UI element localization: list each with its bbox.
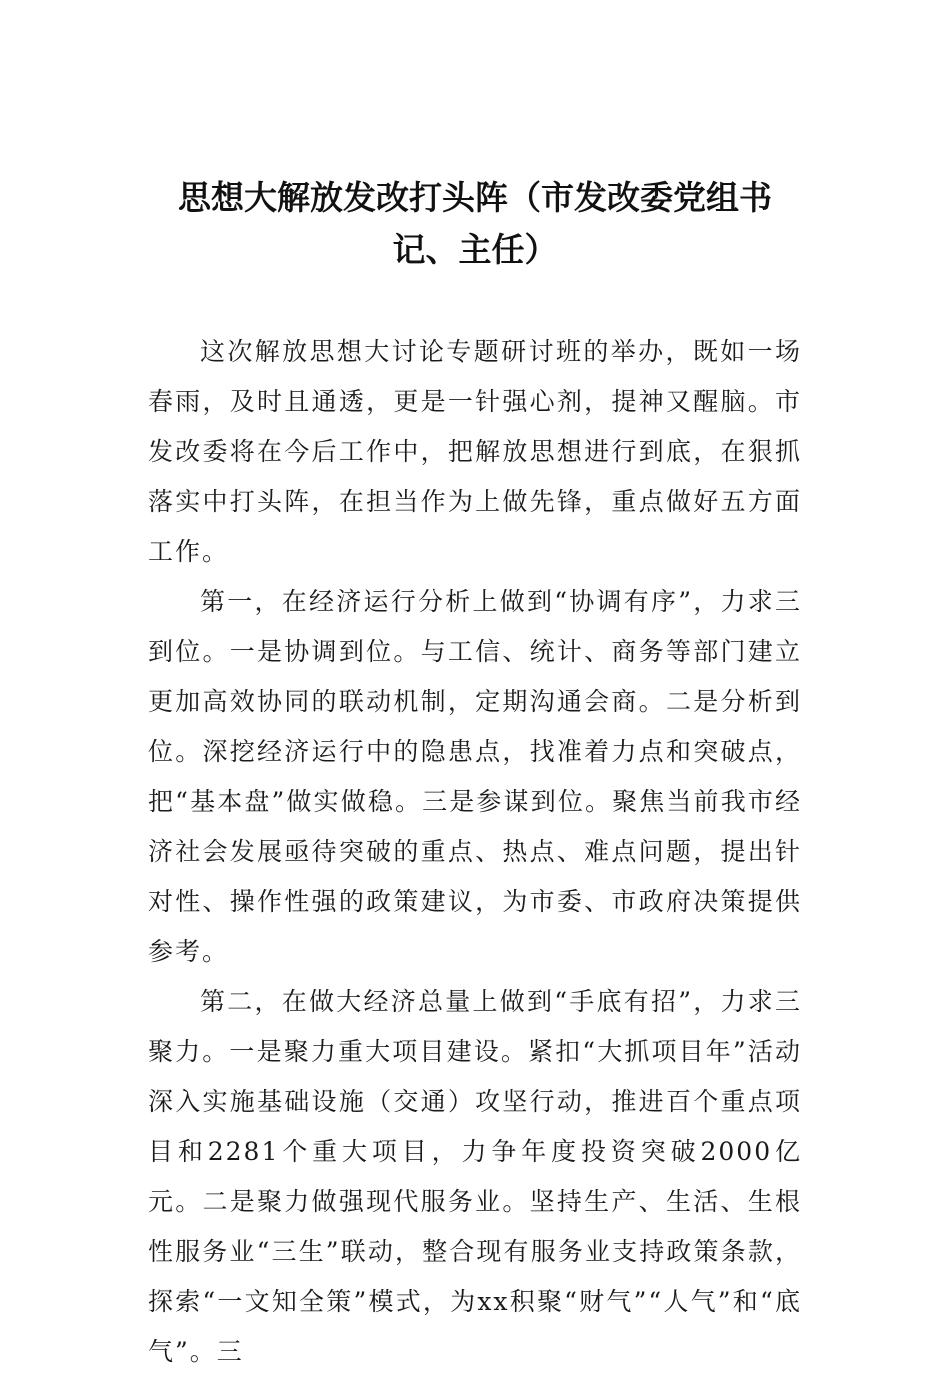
paragraph-second: 第二，在做大经济总量上做到“手底有招”，力求三聚力。一是聚力重大项目建设。紧扣“大抓项目年”活动深入实施基础设施（交通）攻坚行动，推进百个重点项目和2281个重大项目，力争年度投资突破2000亿元。二是聚力做强现代服务业。坚持生产、生活、生根性服务业“三生”联动，整合现有服务业支持政策条款，探索“一文知全策”模式，为xx积聚“财气”“人气”和“底气”。三 (148, 987, 802, 1366)
document-body (148, 327, 802, 1377)
paragraph-intro: 这次解放思想大讨论专题研讨班的举办，既如一场春雨，及时且通透，更是一针强心剂，提神又醒脑。市发改委将在今后工作中，把解放思想进行到底，在狠抓落实中打头阵，在担当作为上做先锋，重点做好五方面工作。 (148, 337, 802, 566)
paragraph-first: 第一，在经济运行分析上做到“协调有序”，力求三到位。一是协调到位。与工信、统计、商务等部门建立更加高效协同的联动机制，定期沟通会商。二是分析到位。深挖经济运行中的隐患点，找准着力点和突破点，把“基本盘”做实做稳。三是参谋到位。聚焦当前我市经济社会发展亟待突破的重点、热点、难点问题，提出针对性、操作性强的政策建议，为市委、市政府决策提供参考。 (148, 587, 802, 966)
document-title: 思想大解放发改打头阵（市发改委党组书记、主任） (178, 178, 772, 269)
